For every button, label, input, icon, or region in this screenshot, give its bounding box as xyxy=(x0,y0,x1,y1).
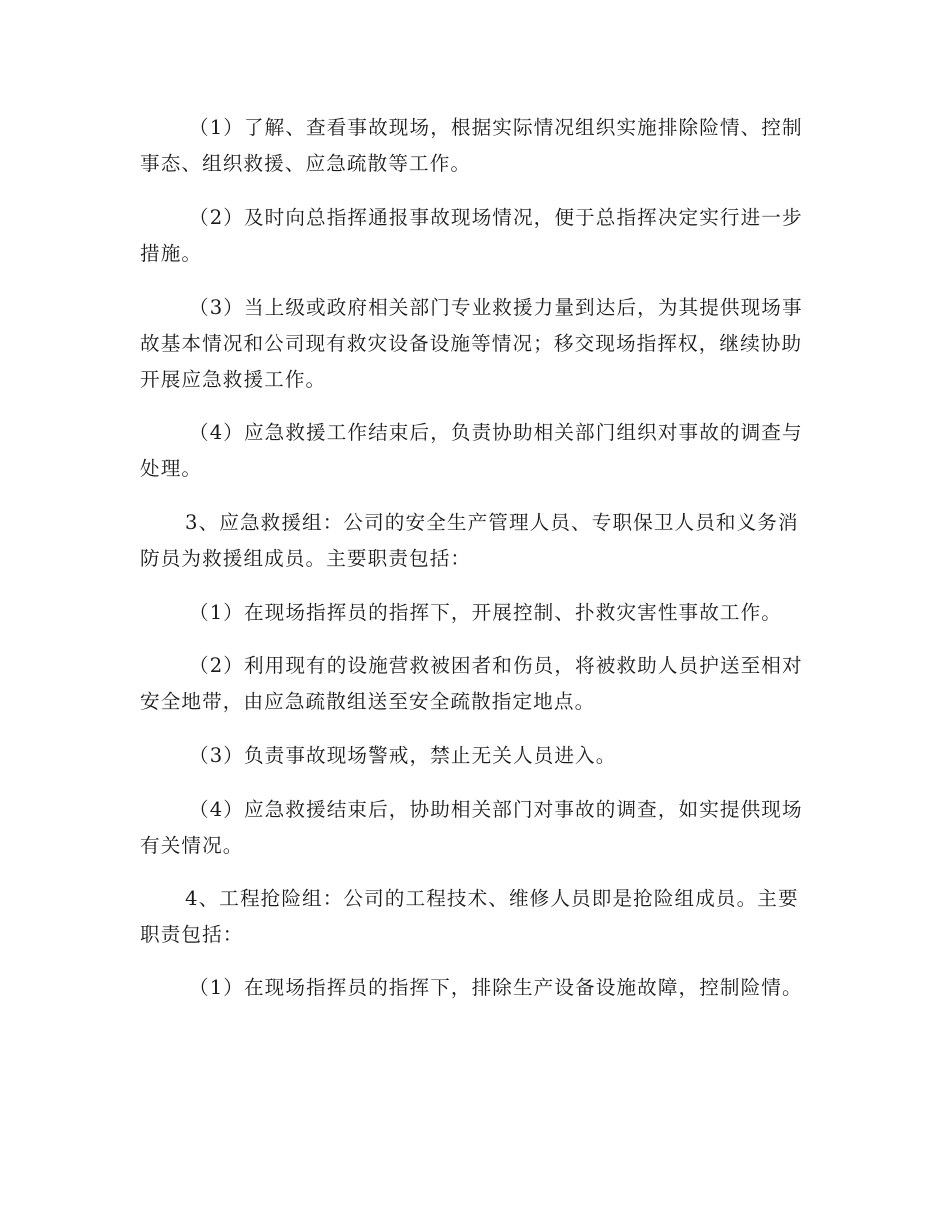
paragraph-9: （1）在现场指挥员的指挥下，排除生产设备设施故障，控制险情。 xyxy=(189,976,803,999)
paragraph-1: （1）了解、查看事故现场，根据实际情况组织实施排除险情、控制事态、组织救援、应急疏散等工作。 xyxy=(140,116,803,175)
paragraph-7: （3）负责事故现场警戒，禁止无关人员进入。 xyxy=(189,744,617,767)
section-heading-rescue-group: 3、应急救援组：公司的安全生产管理人员、专职保卫人员和义务消防员为救援组成员。主要职责包括： xyxy=(140,511,799,570)
paragraph-3: （3）当上级或政府相关部门专业救援力量到达后，为其提供现场事故基本情况和公司现有救灾设备设施等情况；移交现场指挥权，继续协助开展应急救援工作。 xyxy=(140,296,803,391)
paragraph-8: （4）应急救援结束后，协助相关部门对事故的调查，如实提供现场有关情况。 xyxy=(140,798,803,857)
paragraph-4: （4）应急救援工作结束后，负责协助相关部门组织对事故的调查与处理。 xyxy=(140,421,803,480)
paragraph-6: （2）利用现有的设施营救被困者和伤员，将被救助人员护送至相对安全地带，由应急疏散组送至安全疏散指定地点。 xyxy=(140,654,803,713)
section-heading-engineering-group: 4、工程抢险组：公司的工程技术、维修人员即是抢险组成员。主要职责包括： xyxy=(140,887,799,946)
paragraph-5: （1）在现场指挥员的指挥下，开展控制、扑救灾害性事故工作。 xyxy=(189,601,782,624)
paragraph-2: （2）及时向总指挥通报事故现场情况，便于总指挥决定实行进一步措施。 xyxy=(140,206,803,265)
